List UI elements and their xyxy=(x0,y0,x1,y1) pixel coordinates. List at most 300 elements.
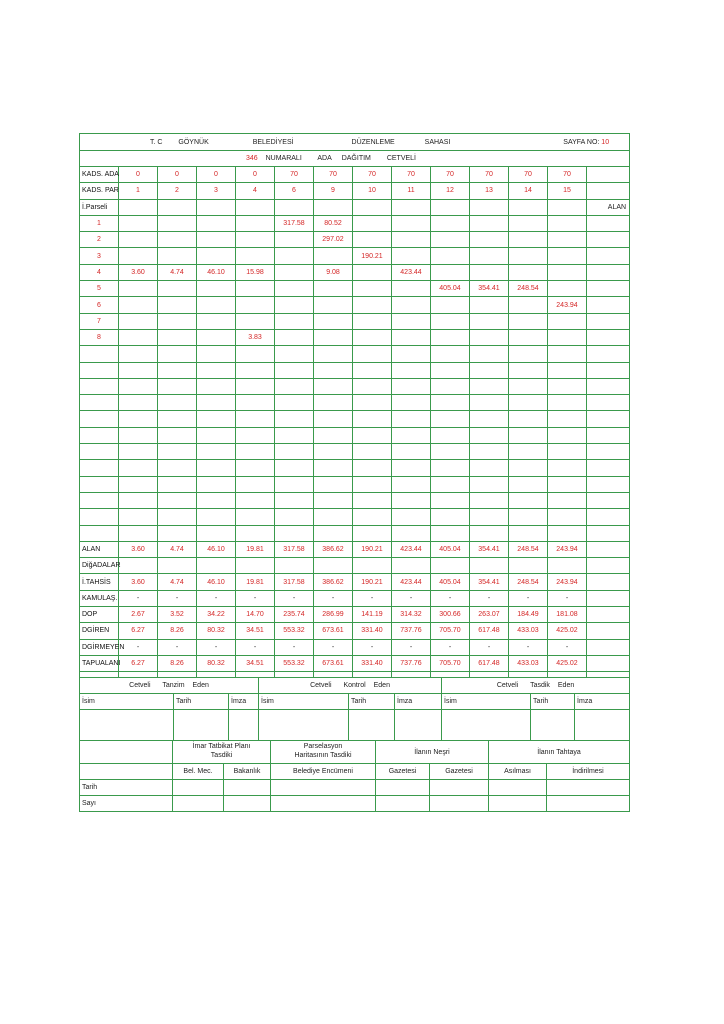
tanzim-word: Cetveli xyxy=(129,682,151,690)
alan-cell xyxy=(587,215,630,231)
summary-value: 405.04 xyxy=(431,541,470,557)
parcel-number: 5 xyxy=(80,281,119,297)
blank-cell xyxy=(80,411,119,427)
alan-cell xyxy=(587,574,630,590)
parcel-area-cell xyxy=(275,281,314,297)
summary-value: 34.22 xyxy=(197,607,236,623)
summary-value: 673.61 xyxy=(314,623,353,639)
kads-ada-cell: 70 xyxy=(509,167,548,183)
summary-value: 46.10 xyxy=(197,574,236,590)
parcel-area-cell xyxy=(353,297,392,313)
summary-value: 3.60 xyxy=(119,541,158,557)
summary-value: 4.74 xyxy=(158,574,197,590)
parsel-line1: Parselasyon xyxy=(303,743,343,751)
blank-cell xyxy=(353,395,392,411)
kads-par-label: KADS. PAR xyxy=(80,183,119,199)
blank-cell xyxy=(119,476,158,492)
summary-value: 248.54 xyxy=(509,541,548,557)
signature-field[interactable] xyxy=(442,710,531,741)
summary-value: 2.67 xyxy=(119,607,158,623)
blank-cell xyxy=(392,525,431,541)
indirilmesi: İndirilmesi xyxy=(547,764,630,780)
blank-cell xyxy=(392,378,431,394)
blank-cell xyxy=(314,378,353,394)
blank-cell xyxy=(236,525,275,541)
blank-cell xyxy=(353,411,392,427)
alan-cell xyxy=(587,607,630,623)
blank-cell xyxy=(431,378,470,394)
parcel-area-cell xyxy=(314,313,353,329)
tarih-label: Tarih xyxy=(349,694,395,710)
signature-field[interactable] xyxy=(349,710,395,741)
summary-value: - xyxy=(197,639,236,655)
parcel-area-cell xyxy=(509,232,548,248)
tarih-row-label: Tarih xyxy=(80,780,173,796)
parsel-line2: Haritasının Tasdiki xyxy=(294,752,352,760)
parcel-area-cell xyxy=(548,248,587,264)
imar-line1: İmar Tatbikat Planı xyxy=(192,743,251,751)
blank-cell xyxy=(197,460,236,476)
summary-value: 386.62 xyxy=(314,541,353,557)
blank-cell xyxy=(431,525,470,541)
approval-field[interactable] xyxy=(271,796,376,812)
blank-cell xyxy=(392,346,431,362)
summary-row xyxy=(80,639,630,655)
signature-field[interactable] xyxy=(575,710,630,741)
blank-cell xyxy=(509,509,548,525)
summary-value: 617.48 xyxy=(470,623,509,639)
parcel-area-cell xyxy=(158,215,197,231)
summary-row xyxy=(80,623,630,639)
parcel-area-cell xyxy=(197,215,236,231)
summary-value: 425.02 xyxy=(548,655,587,671)
parcel-area-cell xyxy=(236,313,275,329)
kontrol-word: Cetveli xyxy=(310,682,332,690)
parcel-area-cell xyxy=(236,281,275,297)
blank-cell xyxy=(80,362,119,378)
ilan-tahtaya: İlanın Tahtaya xyxy=(489,741,630,764)
kads-ada-cell: 70 xyxy=(470,167,509,183)
cetveli-label: CETVELİ xyxy=(386,155,417,162)
kads-par-cell: 1 xyxy=(119,183,158,199)
summary-value: 34.51 xyxy=(236,655,275,671)
blank-cell xyxy=(119,378,158,394)
approval-field[interactable] xyxy=(224,780,271,796)
blank-cell xyxy=(158,509,197,525)
blank-row xyxy=(80,509,630,525)
blank-cell xyxy=(197,427,236,443)
parcel-area-cell xyxy=(314,297,353,313)
alan-cell xyxy=(587,655,630,671)
parcel-area-cell xyxy=(197,313,236,329)
summary-value: 317.58 xyxy=(275,541,314,557)
alan-cell xyxy=(587,590,630,606)
blank-cell xyxy=(80,395,119,411)
approval-field[interactable] xyxy=(489,780,547,796)
blank-cell xyxy=(353,509,392,525)
blank-cell xyxy=(548,411,587,427)
parcel-number: 2 xyxy=(80,232,119,248)
asilmasi: Asılması xyxy=(489,764,547,780)
summary-value: - xyxy=(470,590,509,606)
summary-row xyxy=(80,574,630,590)
kads-par-cell: 11 xyxy=(392,183,431,199)
blank-cell xyxy=(353,427,392,443)
approval-field[interactable] xyxy=(224,796,271,812)
approval-field[interactable] xyxy=(271,780,376,796)
kads-par-cell: 13 xyxy=(470,183,509,199)
blank-cell xyxy=(470,346,509,362)
blank-cell xyxy=(197,525,236,541)
blank-cell xyxy=(236,395,275,411)
summary-value: 553.32 xyxy=(275,623,314,639)
kads-ada-cell: 70 xyxy=(431,167,470,183)
blank-cell xyxy=(587,378,630,394)
kads-ada-cell: 70 xyxy=(275,167,314,183)
blank-cell xyxy=(197,395,236,411)
alan-cell xyxy=(587,297,630,313)
approval-sayi-row xyxy=(80,796,630,812)
blank-cell xyxy=(275,362,314,378)
summary-value: 425.02 xyxy=(548,623,587,639)
signature-field[interactable] xyxy=(80,710,174,741)
blank-cell xyxy=(353,346,392,362)
blank-cell xyxy=(314,395,353,411)
alan-cell xyxy=(587,329,630,345)
summary-value xyxy=(236,558,275,574)
blank-cell xyxy=(509,346,548,362)
blank-cell xyxy=(392,476,431,492)
parcel-area-cell xyxy=(197,329,236,345)
isim-label: İsim xyxy=(442,694,531,710)
parcel-area-cell xyxy=(197,232,236,248)
blank-row xyxy=(80,476,630,492)
signature-space-row xyxy=(80,710,630,741)
approval-field[interactable] xyxy=(547,780,630,796)
blank-cell xyxy=(119,492,158,508)
blank-cell xyxy=(236,362,275,378)
blank-cell xyxy=(353,444,392,460)
summary-value: - xyxy=(158,639,197,655)
bel-mec: Bel. Mec. xyxy=(173,764,224,780)
blank-row xyxy=(80,362,630,378)
blank-cell xyxy=(548,509,587,525)
blank-cell xyxy=(80,525,119,541)
belediye-encumeni: Belediye Encümeni xyxy=(271,764,376,780)
blank-cell xyxy=(314,444,353,460)
parcel-area-cell xyxy=(470,232,509,248)
parcel-area-cell: 317.58 xyxy=(275,215,314,231)
blank-cell xyxy=(197,346,236,362)
blank-cell xyxy=(236,427,275,443)
summary-value: 4.74 xyxy=(158,541,197,557)
blank-cell xyxy=(509,378,548,394)
parcel-area-cell: 46.10 xyxy=(197,264,236,280)
parcel-row xyxy=(80,281,630,297)
parcel-area-cell xyxy=(431,232,470,248)
blank-cell xyxy=(548,346,587,362)
blank-cell xyxy=(236,346,275,362)
header-row-2 xyxy=(80,151,630,167)
parcel-area-cell xyxy=(470,264,509,280)
blank-cell xyxy=(80,427,119,443)
parcel-area-cell xyxy=(119,297,158,313)
kads-par-cell: 10 xyxy=(353,183,392,199)
kads-par-cell: 9 xyxy=(314,183,353,199)
blank-cell xyxy=(158,427,197,443)
sahasi-label: SAHASI xyxy=(424,138,451,146)
summary-value: 617.48 xyxy=(470,655,509,671)
kads-par-cell: 14 xyxy=(509,183,548,199)
signature-field[interactable] xyxy=(395,710,442,741)
blank-cell xyxy=(236,460,275,476)
blank-cell xyxy=(509,525,548,541)
blank-cell xyxy=(353,362,392,378)
alan-cell xyxy=(587,313,630,329)
signature-label-row xyxy=(80,694,630,710)
blank-cell xyxy=(275,492,314,508)
blank-cell xyxy=(158,444,197,460)
blank-cell xyxy=(197,444,236,460)
blank-cell xyxy=(470,492,509,508)
blank-cell xyxy=(587,362,630,378)
blank-cell xyxy=(197,378,236,394)
blank-cell xyxy=(80,346,119,362)
blank-cell xyxy=(392,362,431,378)
parcel-area-cell xyxy=(392,281,431,297)
empty-cell xyxy=(587,183,630,199)
signature-field[interactable] xyxy=(259,710,349,741)
blank-cell xyxy=(509,362,548,378)
parcel-area-cell: 243.94 xyxy=(548,297,587,313)
parcel-area-cell xyxy=(470,313,509,329)
summary-value: 46.10 xyxy=(197,541,236,557)
blank-cell xyxy=(119,346,158,362)
summary-value: 80.32 xyxy=(197,623,236,639)
parcel-area-cell xyxy=(275,232,314,248)
approval-field[interactable] xyxy=(376,796,430,812)
blank-cell xyxy=(236,509,275,525)
tarih-label: Tarih xyxy=(531,694,575,710)
blank-cell xyxy=(431,476,470,492)
summary-value: 3.60 xyxy=(119,574,158,590)
blank-cell xyxy=(587,525,630,541)
parcel-area-cell xyxy=(509,313,548,329)
blank-cell xyxy=(314,427,353,443)
ilan-nesri: İlanın Neşri xyxy=(376,741,489,764)
parcel-area-cell xyxy=(509,248,548,264)
approval-field[interactable] xyxy=(430,796,489,812)
summary-value: - xyxy=(275,639,314,655)
kads-par-cell: 2 xyxy=(158,183,197,199)
blank-cell xyxy=(587,509,630,525)
blank-rows xyxy=(80,346,630,542)
approval-field[interactable] xyxy=(173,796,224,812)
blank-row xyxy=(80,460,630,476)
summary-value: - xyxy=(353,590,392,606)
summary-label: ALAN xyxy=(80,541,119,557)
signature-field[interactable] xyxy=(229,710,259,741)
blank-row xyxy=(80,411,630,427)
blank-cell xyxy=(353,460,392,476)
summary-value: 405.04 xyxy=(431,574,470,590)
town-label: GÖYNÜK xyxy=(178,138,209,146)
parcel-area-cell xyxy=(431,264,470,280)
blank-cell xyxy=(548,395,587,411)
blank-cell xyxy=(509,427,548,443)
summary-value: 317.58 xyxy=(275,574,314,590)
blank-cell xyxy=(587,395,630,411)
summary-row xyxy=(80,541,630,557)
parcel-area-cell xyxy=(197,248,236,264)
signature-field[interactable] xyxy=(174,710,229,741)
empty-cell xyxy=(587,167,630,183)
blank-cell xyxy=(353,378,392,394)
kads-par-cell: 3 xyxy=(197,183,236,199)
blank-cell xyxy=(587,492,630,508)
summary-value: 433.03 xyxy=(509,655,548,671)
summary-value: - xyxy=(392,639,431,655)
parcel-area-cell xyxy=(197,297,236,313)
blank-row xyxy=(80,378,630,394)
blank-cell xyxy=(80,444,119,460)
blank-cell xyxy=(509,395,548,411)
blank-cell xyxy=(548,444,587,460)
blank-cell xyxy=(158,378,197,394)
kads-ada-cell: 0 xyxy=(236,167,275,183)
summary-value: 553.32 xyxy=(275,655,314,671)
parcel-area-cell xyxy=(236,248,275,264)
summary-value: 248.54 xyxy=(509,574,548,590)
parcel-area-cell xyxy=(314,248,353,264)
parcel-row xyxy=(80,248,630,264)
parcel-area-cell xyxy=(392,297,431,313)
summary-value: 737.76 xyxy=(392,623,431,639)
parcel-number: 8 xyxy=(80,329,119,345)
blank-row xyxy=(80,427,630,443)
blank-cell xyxy=(470,525,509,541)
parcel-number: 6 xyxy=(80,297,119,313)
parcel-area-cell xyxy=(236,297,275,313)
summary-value: 331.40 xyxy=(353,655,392,671)
parcel-area-cell: 3.60 xyxy=(119,264,158,280)
blank-cell xyxy=(353,492,392,508)
gazetesi-1: Gazetesi xyxy=(376,764,430,780)
blank-cell xyxy=(119,427,158,443)
summary-value: - xyxy=(197,590,236,606)
tanzim-word: Eden xyxy=(192,682,209,690)
blank-cell xyxy=(470,362,509,378)
summary-value: 184.49 xyxy=(509,607,548,623)
summary-value: 3.52 xyxy=(158,607,197,623)
parcel-area-cell xyxy=(548,313,587,329)
blank-cell xyxy=(548,492,587,508)
parcel-area-cell xyxy=(548,215,587,231)
summary-value: 331.40 xyxy=(353,623,392,639)
parcel-area-cell xyxy=(392,248,431,264)
parcel-area-cell: 297.02 xyxy=(314,232,353,248)
summary-value xyxy=(353,558,392,574)
parcel-area-cell xyxy=(353,232,392,248)
blank-cell xyxy=(275,509,314,525)
blank-cell xyxy=(80,476,119,492)
summary-value: - xyxy=(431,639,470,655)
parcel-area-cell xyxy=(509,297,548,313)
parcel-area-cell xyxy=(431,297,470,313)
summary-value: 354.41 xyxy=(470,541,509,557)
summary-value: 300.66 xyxy=(431,607,470,623)
signature-table xyxy=(79,677,630,741)
summary-value: 6.27 xyxy=(119,623,158,639)
blank-cell xyxy=(431,362,470,378)
parcel-number: 1 xyxy=(80,215,119,231)
summary-value: 705.70 xyxy=(431,655,470,671)
parcel-area-cell xyxy=(548,329,587,345)
alan-cell xyxy=(587,623,630,639)
blank-cell xyxy=(392,492,431,508)
tarih-label: Tarih xyxy=(174,694,229,710)
blank-cell xyxy=(470,476,509,492)
summary-value: - xyxy=(158,590,197,606)
approval-field[interactable] xyxy=(547,796,630,812)
approval-field[interactable] xyxy=(376,780,430,796)
blank-cell xyxy=(314,509,353,525)
parcel-row xyxy=(80,313,630,329)
parcel-area-cell xyxy=(119,281,158,297)
approval-field[interactable] xyxy=(173,780,224,796)
blank-cell xyxy=(275,460,314,476)
parcel-area-cell xyxy=(158,313,197,329)
approval-field[interactable] xyxy=(430,780,489,796)
kads-ada-label: KADS. ADA xyxy=(80,167,119,183)
blank-cell xyxy=(236,378,275,394)
summary-value: 235.74 xyxy=(275,607,314,623)
parcel-area-cell xyxy=(314,329,353,345)
summary-value: - xyxy=(470,639,509,655)
blank-cell xyxy=(197,509,236,525)
parcel-area-cell xyxy=(431,248,470,264)
blank-cell xyxy=(392,509,431,525)
signature-field[interactable] xyxy=(531,710,575,741)
parcel-area-cell xyxy=(548,264,587,280)
summary-value: 34.51 xyxy=(236,623,275,639)
kads-par-cell: 12 xyxy=(431,183,470,199)
approval-field[interactable] xyxy=(489,796,547,812)
blank-cell xyxy=(353,525,392,541)
parcel-area-cell xyxy=(470,297,509,313)
parcel-area-cell: 9.08 xyxy=(314,264,353,280)
parcel-row xyxy=(80,232,630,248)
parcel-area-cell: 15.98 xyxy=(236,264,275,280)
parcel-area-cell xyxy=(236,215,275,231)
parcel-area-cell xyxy=(158,232,197,248)
parcel-row xyxy=(80,215,630,231)
tanzim-word: Tanzim xyxy=(162,682,185,690)
summary-value: 705.70 xyxy=(431,623,470,639)
summary-value: - xyxy=(236,590,275,606)
summary-value: 737.76 xyxy=(392,655,431,671)
blank-cell xyxy=(158,346,197,362)
parcel-area-cell xyxy=(275,313,314,329)
bakanlik: Bakanlık xyxy=(224,764,271,780)
summary-value: 6.27 xyxy=(119,655,158,671)
parcel-row xyxy=(80,297,630,313)
blank-cell xyxy=(119,509,158,525)
summary-label: İ.TAHSİS xyxy=(80,574,119,590)
summary-label: DiğADALAR xyxy=(80,558,119,574)
summary-value: 433.03 xyxy=(509,623,548,639)
summary-row xyxy=(80,655,630,671)
